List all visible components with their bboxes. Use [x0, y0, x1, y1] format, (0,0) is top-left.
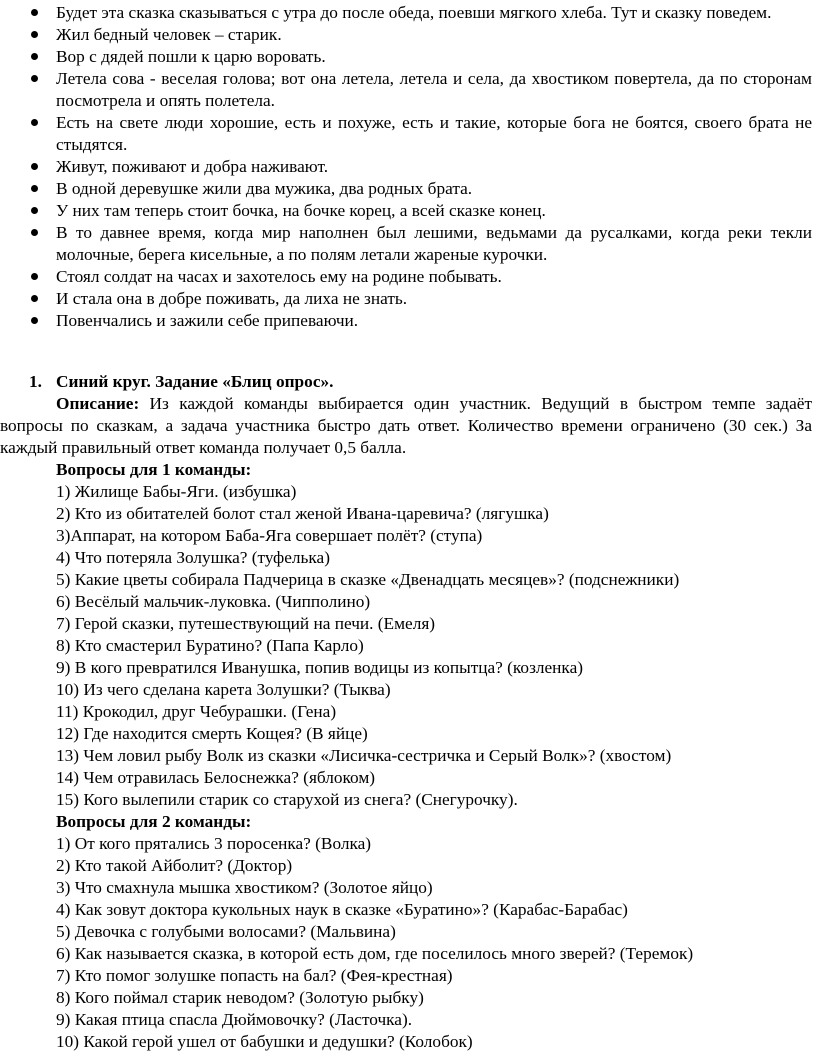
list-item: 5) Какие цветы собирала Падчерица в сказке «Двенадцать месяцев»? (подснежники) — [56, 570, 680, 589]
bullet-icon — [31, 9, 38, 16]
section-title: Синий круг. Задание «Блиц опрос». — [56, 372, 334, 391]
list-item: 5) Девочка с голубыми волосами? (Мальвина) — [56, 922, 396, 941]
list-item: 3)Аппарат, на котором Баба-Яга совершает полёт? (ступа) — [56, 526, 483, 545]
list-item — [0, 178, 816, 200]
list-item — [0, 68, 816, 112]
section-description — [0, 393, 812, 459]
list-item: 8) Кто смастерил Буратино? (Папа Карло) — [56, 636, 364, 655]
list-item — [0, 46, 816, 68]
bullet-text: Будет эта сказка сказываться с утра до после обеда, поевши мягкого хлеба. Тут и сказку поведем. — [56, 3, 772, 22]
list-item — [0, 266, 816, 288]
list-item: 2) Кто такой Айболит? (Доктор) — [56, 856, 293, 875]
bullet-icon — [31, 53, 38, 60]
list-item: 15) Кого вылепили старик со старухой из снега? (Снегурочку). — [56, 790, 518, 809]
bullet-text: В одной деревушке жили два мужика, два родных брата. — [56, 179, 473, 198]
list-item: 14) Чем отравилась Белоснежка? (яблоком) — [56, 768, 376, 787]
list-item — [0, 2, 816, 24]
list-item — [0, 24, 816, 46]
section-number: 1. — [29, 372, 42, 391]
list-item — [0, 156, 816, 178]
list-item: 1) Жилище Бабы-Яги. (избушка) — [56, 482, 297, 501]
description-text: Из каждой команды выбирается один участник. Ведущий в быстром темпе задаёт вопросы по сказкам, а задача участника быстро дать ответ. Количество времени ограничено (30 сек.) За каждый правильный ответ команда получает 0,5 балла. — [0, 394, 812, 457]
bullet-text: Есть на свете люди хорошие, есть и похуже, есть и такие, которые бога не боятся, своего брата не стыдятся. — [56, 113, 812, 154]
list-item — [0, 222, 816, 266]
bullet-icon — [31, 185, 38, 192]
team1-questions — [56, 481, 679, 811]
list-item: 3) Что смахнула мышка хвостиком? (Золотое яйцо) — [56, 878, 433, 897]
bullet-icon — [31, 295, 38, 302]
bullet-text: Жил бедный человек – старик. — [56, 25, 282, 44]
description-label: Описание: — [56, 394, 140, 413]
list-item — [0, 310, 816, 332]
list-item: 6) Как называется сказка, в которой есть дом, где поселилось много зверей? (Теремок) — [56, 944, 694, 963]
list-item: 10) Из чего сделана карета Золушки? (Тыква) — [56, 680, 391, 699]
list-item: 12) Где находится смерть Кощея? (В яйце) — [56, 724, 368, 743]
list-item: 7) Герой сказки, путешествующий на печи. (Емеля) — [56, 614, 436, 633]
bullet-text: Живут, поживают и добра наживают. — [56, 157, 329, 176]
list-item: 9) Какая птица спасла Дюймовочку? (Ласточка). — [56, 1010, 413, 1029]
bullet-icon — [31, 273, 38, 280]
list-item: 9) В кого превратился Иванушка, попив водицы из копытца? (козленка) — [56, 658, 583, 677]
team1-heading: Вопросы для 1 команды: — [56, 460, 252, 479]
list-item: 2) Кто из обитателей болот стал женой Ивана-царевича? (лягушка) — [56, 504, 549, 523]
list-item — [0, 200, 816, 222]
team2-heading: Вопросы для 2 команды: — [56, 812, 252, 831]
list-item: 4) Что потеряла Золушка? (туфелька) — [56, 548, 330, 567]
team2-questions — [56, 833, 693, 1053]
list-item: 10) Какой герой ушел от бабушки и дедушки? (Колобок) — [56, 1032, 473, 1051]
bullet-icon — [31, 31, 38, 38]
bullet-text: Стоял солдат на часах и захотелось ему на родине побывать. — [56, 267, 502, 286]
bullet-icon — [31, 119, 38, 126]
bullet-text: Летела сова - веселая голова; вот она летела, летела и села, да хвостиком повертела, да по сторонам посмотрела и опять полетела. — [56, 69, 812, 110]
list-item: 13) Чем ловил рыбу Волк из сказки «Лисичка-сестричка и Серый Волк»? (хвостом) — [56, 746, 672, 765]
list-item: 1) От кого прятались 3 поросенка? (Волка) — [56, 834, 372, 853]
list-item: 8) Кого поймал старик неводом? (Золотую рыбку) — [56, 988, 424, 1007]
bullet-text: У них там теперь стоит бочка, на бочке корец, а всей сказке конец. — [56, 201, 546, 220]
list-item: 6) Весёлый мальчик-луковка. (Чипполино) — [56, 592, 371, 611]
bullet-icon — [31, 229, 38, 236]
bullet-icon — [31, 317, 38, 324]
tale-phrases-list — [0, 2, 816, 332]
bullet-icon — [31, 163, 38, 170]
bullet-icon — [31, 207, 38, 214]
list-item: 11) Крокодил, друг Чебурашки. (Гена) — [56, 702, 337, 721]
list-item — [0, 288, 816, 310]
bullet-text: В то давнее время, когда мир наполнен был лешими, ведьмами да русалками, когда реки текли молочные, берега кисельные, а по полям летали жареные курочки. — [56, 223, 812, 264]
bullet-icon — [31, 75, 38, 82]
bullet-text: И стала она в добре поживать, да лиха не знать. — [56, 289, 408, 308]
list-item: 7) Кто помог золушке попасть на бал? (Фея-крестная) — [56, 966, 453, 985]
bullet-text: Повенчались и зажили себе припеваючи. — [56, 311, 359, 330]
list-item — [0, 112, 816, 156]
list-item: 4) Как зовут доктора кукольных наук в сказке «Буратино»? (Карабас-Барабас) — [56, 900, 628, 919]
bullet-text: Вор с дядей пошли к царю воровать. — [56, 47, 326, 66]
